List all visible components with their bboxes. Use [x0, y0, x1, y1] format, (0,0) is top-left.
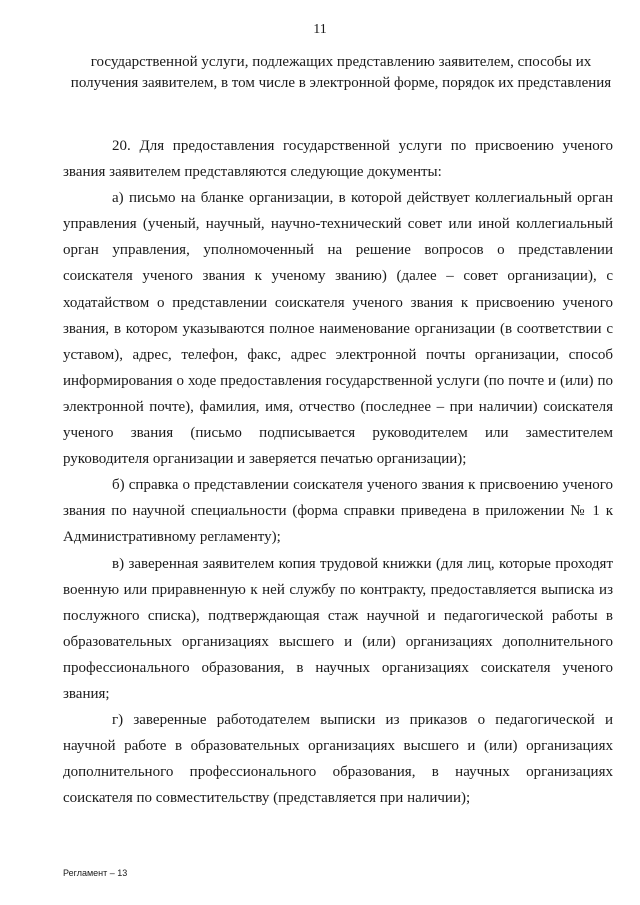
paragraph-item-v: в) заверенная заявителем копия трудовой книжки (для лиц, которые проходят военную или приравненную к ней службу по контракту, предоставляется выписка из послужного списка), подтверждающая стаж научной и педагогической работы в образовательных организациях высшего и (или) организациях дополнительного профессионального образования, в научных организациях соискателя ученого звания; [63, 555, 613, 702]
paragraph-item-b: б) справка о представлении соискателя ученого звания к присвоению ученого звания по научной специальности (форма справки приведена в приложении № 1 к Административному регламенту); [63, 477, 613, 546]
paragraph-item-g: г) заверенные работодателем выписки из приказов о педагогической и научной работе в образовательных организациях высшего и (или) организациях дополнительного профессионального образования, в научных организациях соискателя по совместительству (представляется при наличии); [63, 712, 613, 807]
paragraph-item-a: а) письмо на бланке организации, в которой действует коллегиальный орган управления (ученый, научный, научно-технический совет или иной коллегиальный орган управления, уполномоченный на решение вопросов о представлении соискателя ученого звания к ученому званию) (далее – совет организации), с ходатайством о представлении соискателя ученого звания к присвоению ученого звания, в котором указываются полное наименование организации (в соответствии с уставом), адрес, телефон, факс, адрес электронной почты организации, способ информирования о ходе предоставления государственной услуги (по почте и (или) по электронной почте), фамилия, имя, отчество (последнее – при наличии) соискателя ученого звания (письмо подписывается руководителем или заместителем руководителя организации и заверяется печатью организации); [63, 190, 613, 468]
document-body [63, 133, 613, 811]
section-heading: государственной услуги, подлежащих представлению заявителем, способы их получения заявителем, в том числе в электронной форме, порядок их представления [70, 54, 612, 91]
paragraph-20: 20. Для предоставления государственной услуги по присвоению ученого звания заявителем представляются следующие документы: [63, 138, 613, 181]
page-footer: Регламент – 13 [63, 868, 128, 878]
page-number: 11 [313, 22, 327, 37]
